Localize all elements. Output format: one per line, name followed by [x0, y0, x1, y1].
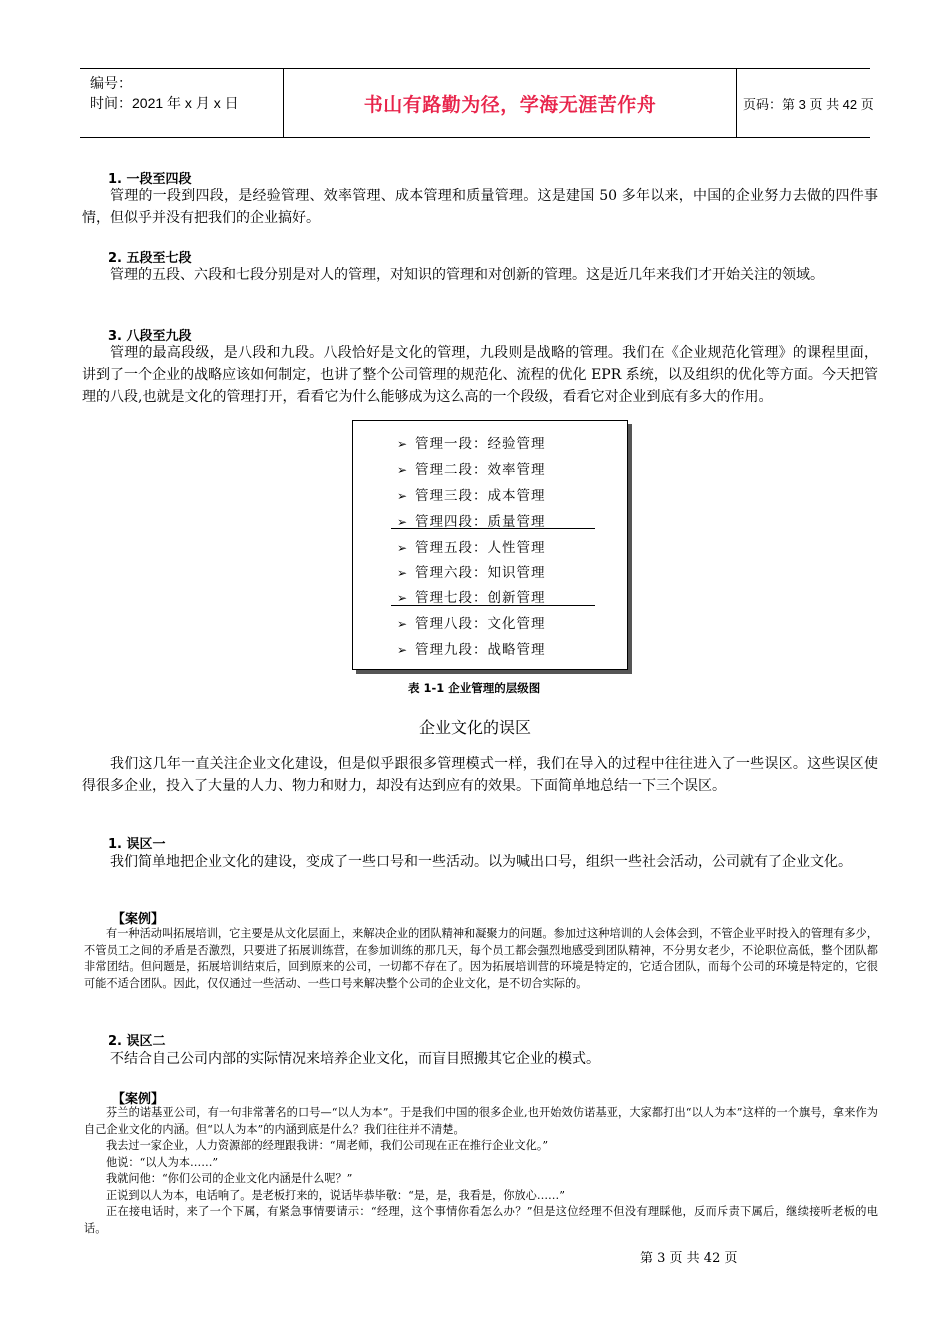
header-motto-cell [284, 69, 737, 137]
mistake2-case-label: 【案例】 [112, 1092, 165, 1107]
arrow-bullet-icon: ➢ [397, 437, 409, 451]
page-info: 页码：第 3 页 共 42 页 [743, 96, 874, 112]
section-title: 企业文化的误区 [418, 718, 531, 737]
case-line: 我就问他：“你们公司的企业文化内涵是什么呢？” [106, 1172, 353, 1185]
arrow-bullet-icon: ➢ [397, 643, 409, 657]
section-heading-2: 2. 五段至七段 [108, 251, 192, 266]
page-footer: 第 3 页 共 42 页 [640, 1251, 738, 1266]
figure-item: ➢ 管理五段：人性管理 [397, 540, 546, 556]
case-line: 正说到以人为本，电话响了。是老板打来的，说话毕恭毕敬：“是，是，我看是，你放心……” [106, 1188, 565, 1202]
figure-item: ➢ 管理一段：经验管理 [397, 436, 546, 452]
motto: 书山有路勤为径，学海无涯苦作舟 [363, 93, 657, 116]
case-line: 我去过一家企业，人力资源部的经理跟我讲：“周老师，我们公司现在正在推行企业文化。” [106, 1139, 549, 1152]
figure-divider [391, 528, 595, 529]
figure-item: ➢ 管理二段：效率管理 [397, 462, 546, 478]
figure-item: ➢ 管理九段：战略管理 [397, 642, 546, 658]
number-label: 编号： [90, 75, 132, 91]
mistake2-heading: 2. 误区二 [108, 1034, 166, 1049]
mistake1-case-label: 【案例】 [112, 912, 165, 927]
time-label: 时间：2021 年 x 月 x 日 [90, 95, 239, 111]
management-levels-figure [352, 420, 628, 670]
figure-item: ➢ 管理八段：文化管理 [397, 616, 546, 632]
arrow-bullet-icon: ➢ [397, 591, 409, 605]
figure-item: ➢ 管理七段：创新管理 [397, 590, 546, 606]
mistake1-heading: 1. 误区一 [108, 837, 166, 852]
section-paragraph-1: 管理的一段到四段，是经验管理、效率管理、成本管理和质量管理。这是建国 50 多年以来，中国的企业努力去做的四件事情，但似乎并没有把我们的企业搞好。 [82, 188, 878, 226]
page-header [80, 68, 874, 138]
header-meta-cell [80, 69, 284, 137]
figure-item: ➢ 管理四段：质量管理 [397, 514, 546, 530]
arrow-bullet-icon: ➢ [397, 541, 409, 555]
case-line: 他说：“以人为本……” [106, 1155, 219, 1169]
section-heading-3: 3. 八段至九段 [108, 329, 192, 344]
figure-caption: 表 1-1 企业管理的层级图 [408, 681, 541, 695]
mistake1-paragraph: 我们简单地把企业文化的建设，变成了一些口号和一些活动。以为喊出口号，组织一些社会活动，公司就有了企业文化。 [110, 854, 852, 870]
case-line: 正在接电话时，来了一个下属，有紧急事情要请示：“经理，这个事情你看怎么办？”但是这位经理不但没有理睬他，反而斥责下属后，继续接听老板的电话。 [84, 1205, 878, 1235]
header-page-cell [737, 69, 876, 137]
mistake2-paragraph: 不结合自己公司内部的实际情况来培养企业文化，而盲目照搬其它企业的模式。 [110, 1051, 600, 1067]
arrow-bullet-icon: ➢ [397, 617, 409, 631]
figure-divider [391, 605, 595, 606]
section-heading-1: 1. 一段至四段 [108, 172, 192, 187]
mistake2-case [84, 1105, 878, 1237]
figure-item: ➢ 管理三段：成本管理 [397, 488, 546, 504]
figure-item: ➢ 管理六段：知识管理 [397, 565, 546, 581]
case-line: 芬兰的诺基亚公司，有一句非常著名的口号—“以人为本”。于是我们中国的很多企业,也开始效仿诺基亚，大家都打出“以人为本”这样的一个旗号，拿来作为自己企业文化的内涵。但“以人为本”的内涵到底是什么？我们往往并不清楚。 [84, 1106, 878, 1136]
arrow-bullet-icon: ➢ [397, 463, 409, 477]
mistake1-case-text: 有一种活动叫拓展培训，它主要是从文化层面上，来解决企业的团队精神和凝聚力的问题。参加过这种培训的人会体会到，不管企业平时投入的管理有多少，不管员工之间的矛盾是否激烈，只要进了拓展训练营，在参加训练的那几天，每个员工都会强烈地感受到团队精神，不分男女老少，不论职位高低，整个团队都非常团结。但问题是，拓展培训结束后，回到原来的公司，一切都不存在了。因为拓展培训营的环境是特定的，它适合团队，而每个公司的环境是特定的，它很可能不适合团队。因此，仅仅通过一些活动、一些口号来解决整个公司的企业文化，是不切合实际的。 [84, 927, 878, 990]
intro-paragraph: 我们这几年一直关注企业文化建设，但是似乎跟很多管理模式一样，我们在导入的过程中往往进入了一些误区。这些误区使得很多企业，投入了大量的人力、物力和财力，却没有达到应有的效果。下面简单地总结一下三个误区。 [82, 756, 878, 794]
section-paragraph-3: 管理的最高段级，是八段和九段。八段恰好是文化的管理，九段则是战略的管理。我们在《企业规范化管理》的课程里面，讲到了一个企业的战略应该如何制定，也讲了整个公司管理的规范化、流程的优化 EPR 系统，以及组织的优化等方面。今天把管理的八段,也就是文化的管理打开，看看它为什么能够成为这么高的一个段级，看看它对企业到底有多大的作用。 [82, 345, 878, 405]
arrow-bullet-icon: ➢ [397, 489, 409, 503]
section-paragraph-2: 管理的五段、六段和七段分别是对人的管理，对知识的管理和对创新的管理。这是近几年来我们才开始关注的领域。 [110, 267, 824, 283]
arrow-bullet-icon: ➢ [397, 515, 409, 529]
arrow-bullet-icon: ➢ [397, 566, 409, 580]
